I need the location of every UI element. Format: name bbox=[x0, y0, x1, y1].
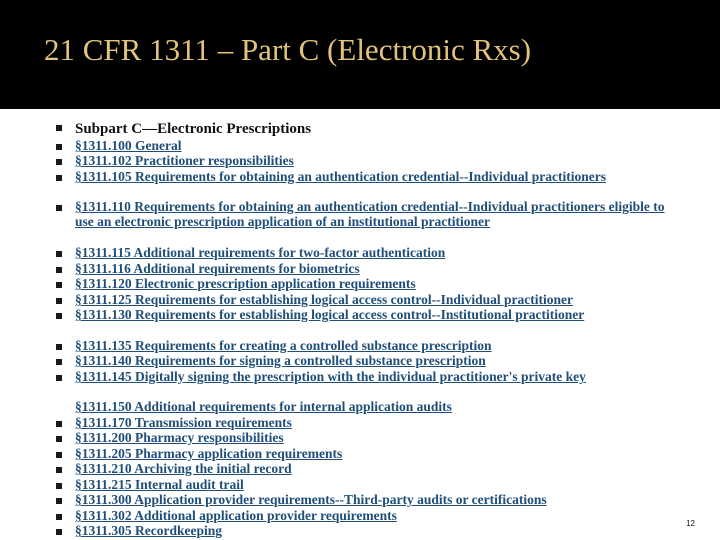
bullet-icon bbox=[56, 159, 62, 165]
section-link-1311-100[interactable]: §1311.100 General bbox=[75, 138, 182, 153]
section-link-1311-205[interactable]: §1311.205 Pharmacy application requirements bbox=[75, 446, 343, 461]
bullet-icon bbox=[56, 514, 62, 520]
bullet-icon bbox=[56, 498, 62, 504]
section-link-1311-120[interactable]: §1311.120 Electronic prescription application requirements bbox=[75, 276, 416, 291]
section-link-1311-105[interactable]: §1311.105 Requirements for obtaining an authentication credential--Individual practitioners bbox=[75, 169, 607, 184]
section-link-1311-115[interactable]: §1311.115 Additional requirements for two-factor authentication bbox=[75, 245, 446, 260]
bullet-icon bbox=[56, 125, 62, 131]
section-link-1311-102[interactable]: §1311.102 Practitioner responsibilities bbox=[75, 153, 294, 168]
section-link-1311-116[interactable]: §1311.116 Additional requirements for biometrics bbox=[75, 261, 360, 276]
bullet-icon bbox=[56, 298, 62, 304]
section-link-1311-130[interactable]: §1311.130 Requirements for establishing logical access control--Institutional practitioner bbox=[75, 307, 585, 322]
section-link-1311-110[interactable]: §1311.110 Requirements for obtaining an authentication credential--Individual practitioners eligible to use an electronic prescription application of an institutional practitioner bbox=[75, 199, 665, 229]
bullet-icon bbox=[56, 282, 62, 288]
section-link-1311-300[interactable]: §1311.300 Application provider requirements--Third-party audits or certifications bbox=[75, 492, 547, 507]
bullet-icon bbox=[56, 359, 62, 365]
section-link-1311-140[interactable]: §1311.140 Requirements for signing a controlled substance prescription bbox=[75, 353, 486, 368]
subpart-heading: Subpart C—Electronic Prescriptions bbox=[75, 121, 312, 137]
section-link-1311-215[interactable]: §1311.215 Internal audit trail bbox=[75, 477, 244, 492]
section-link-1311-145[interactable]: §1311.145 Digitally signing the prescription with the individual practitioner's private key bbox=[75, 369, 586, 384]
bullet-icon bbox=[56, 436, 62, 442]
bullet-icon bbox=[56, 421, 62, 427]
bullet-icon bbox=[56, 529, 62, 535]
bullet-icon bbox=[56, 344, 62, 350]
bullet-icon bbox=[56, 483, 62, 489]
bullet-icon bbox=[56, 144, 62, 150]
section-link-1311-135[interactable]: §1311.135 Requirements for creating a controlled substance prescription bbox=[75, 338, 492, 353]
section-link-1311-210[interactable]: §1311.210 Archiving the initial record bbox=[75, 461, 292, 476]
slide-title: 21 CFR 1311 – Part C (Electronic Rxs) bbox=[44, 32, 532, 67]
bullet-icon bbox=[56, 375, 62, 381]
section-link-1311-150[interactable]: §1311.150 Additional requirements for internal application audits bbox=[75, 399, 452, 414]
bullet-icon bbox=[56, 175, 62, 181]
bullet-icon bbox=[56, 251, 62, 257]
bullet-icon bbox=[56, 267, 62, 273]
page-number: 12 bbox=[686, 519, 695, 528]
slide-content bbox=[0, 109, 720, 540]
bullet-icon bbox=[56, 452, 62, 458]
section-link-1311-200[interactable]: §1311.200 Pharmacy responsibilities bbox=[75, 430, 284, 445]
bullet-icon bbox=[56, 467, 62, 473]
section-link-1311-170[interactable]: §1311.170 Transmission requirements bbox=[75, 415, 292, 430]
section-link-1311-302[interactable]: §1311.302 Additional application provider requirements bbox=[75, 508, 397, 523]
section-link-1311-305[interactable]: §1311.305 Recordkeeping bbox=[75, 523, 222, 538]
bullet-icon bbox=[56, 313, 62, 319]
bullet-icon bbox=[56, 205, 62, 211]
section-link-1311-125[interactable]: §1311.125 Requirements for establishing logical access control--Individual practitioner bbox=[75, 292, 573, 307]
